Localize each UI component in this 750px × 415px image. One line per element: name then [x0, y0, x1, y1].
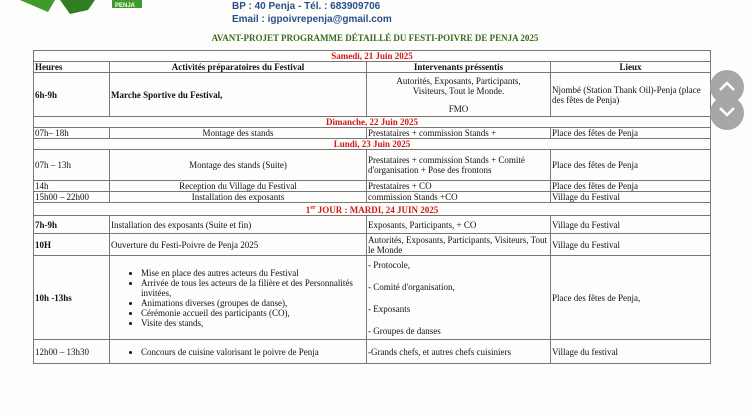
scroll-down-button[interactable]	[710, 96, 744, 130]
activity-cell: Ouverture du Festi-Poivre de Penja 2025	[110, 234, 367, 256]
intervenants-line: Visiteurs, Tout le Monde.	[412, 85, 505, 96]
activity-cell	[110, 340, 367, 364]
time-cell: 07h – 13h	[34, 150, 110, 181]
date-label: Dimanche, 22 Juin 2025	[34, 117, 711, 128]
intervenants-cell: Prestataires + commission Stands +	[367, 128, 551, 139]
activity-cell: Montage des stands (Suite)	[110, 150, 367, 181]
time-cell: 07h– 18h	[34, 128, 110, 139]
col-lieux: Lieux	[551, 62, 711, 73]
list-item: - Protocole,	[368, 259, 410, 270]
lieu-cell: Place des fêtes de Penja	[551, 128, 711, 139]
time-cell: 10H	[34, 234, 110, 256]
document-title: AVANT-PROJET PROGRAMME DÉTAILLÉ DU FESTI-POIVRE DE PENJA 2025	[211, 33, 539, 43]
list-item: • Concours de cuisine valorisant le poivre de Penja	[141, 347, 365, 357]
intervenants-cell: Prestataires + CO	[367, 181, 551, 192]
time-cell: 14h	[34, 181, 110, 192]
list-item: - Comité d'organisation,	[368, 281, 455, 292]
activity-cell: Installation des exposants	[110, 192, 367, 203]
date-label: Samedi, 21 Juin 2025	[34, 51, 711, 62]
postal-phone: BP : 40 Penja - Tél. : 683909706	[232, 1, 381, 12]
activity-list	[111, 347, 365, 357]
intervenants-cell: Exposants, Participants, + CO	[367, 216, 551, 234]
lieu-cell: Place des fêtes de Penja	[551, 181, 711, 192]
table-row	[34, 340, 711, 364]
intervenants-cell	[367, 73, 551, 117]
table-row	[34, 128, 711, 139]
date-row	[34, 139, 711, 150]
lieu-cell: Village du festival	[551, 340, 711, 364]
time-cell: 6h-9h	[34, 73, 110, 117]
date-row	[34, 51, 711, 62]
activity-cell: Montage des stands	[110, 128, 367, 139]
activity-cell: Marche Sportive du Festival,	[110, 73, 367, 117]
time-cell: 10h -13hs	[34, 256, 110, 340]
header-row	[34, 62, 711, 73]
programme-table	[33, 50, 711, 364]
activity-cell	[110, 256, 367, 340]
date-label: Lundi, 23 Juin 2025	[34, 139, 711, 150]
festival-logo	[0, 0, 150, 20]
table-row	[34, 150, 711, 181]
activity-cell: Reception du Village du Festival	[110, 181, 367, 192]
table-row	[34, 73, 711, 117]
date-label: 1er JOUR : MARDI, 24 JUIN 2025	[34, 203, 711, 216]
date-row	[34, 203, 711, 216]
intervenants-line: Autorités, Exposants, Participants,	[396, 75, 521, 86]
activity-list	[111, 268, 365, 328]
col-heures: Heures	[34, 62, 110, 73]
lieu-cell: Place des fêtes de Penja,	[551, 256, 711, 340]
list-item: • Visite des stands,	[141, 318, 365, 328]
email: Email : igpoivrepenja@gmail.com	[232, 14, 392, 25]
time-cell: 12h00 – 13h30	[34, 340, 110, 364]
chevron-up-icon	[719, 81, 735, 91]
date-row	[34, 117, 711, 128]
col-activites: Activités préparatoires du Festival	[110, 62, 367, 73]
list-item: - Groupes de danses	[368, 325, 441, 336]
table-row	[34, 234, 711, 256]
lieu-cell: Village du Festival	[551, 192, 711, 203]
table-row	[34, 216, 711, 234]
list-item: • Mise en place des autres acteurs du Festival	[141, 268, 365, 278]
table-row	[34, 192, 711, 203]
intervenants-cell: Prestataires + commission Stands + Comité d'organisation + Pose des frontons	[367, 150, 551, 181]
contact-info	[232, 0, 392, 26]
chevron-down-icon	[719, 107, 735, 117]
list-item: • Cérémonie accueil des participants (CO),	[141, 308, 365, 318]
table-row	[34, 181, 711, 192]
logo-text: PENJA	[115, 3, 136, 9]
lieu-cell: Village du Festival	[551, 234, 711, 256]
time-cell: 15h00 – 22h00	[34, 192, 110, 203]
table-row	[34, 256, 711, 340]
lieu-cell: Village du Festival	[551, 216, 711, 234]
list-item: • Animations diverses (groupes de danse),	[141, 298, 365, 308]
intervenants-cell	[367, 256, 551, 340]
intervenants-cell: -Grands chefs, et autres chefs cuisiniers	[367, 340, 551, 364]
list-item: • Arrivée de tous les acteurs de la filière et des Personnalités invitées,	[141, 278, 365, 298]
col-intervenants: Intervenants préssentis	[367, 62, 551, 73]
intervenants-line: FMO	[448, 103, 469, 114]
lieu-cell: Njombé (Station Thank Oil)-Penja (place des fêtes de Penja)	[551, 73, 711, 117]
list-item: - Exposants	[368, 303, 411, 314]
lieu-cell: Place des fêtes de Penja	[551, 150, 711, 181]
intervenants-cell: commission Stands +CO	[367, 192, 551, 203]
intervenants-cell: Autorités, Exposants, Participants, Visiteurs, Tout le Monde	[367, 234, 551, 256]
activity-cell: Installation des exposants (Suite et fin)	[110, 216, 367, 234]
time-cell: 7h-9h	[34, 216, 110, 234]
